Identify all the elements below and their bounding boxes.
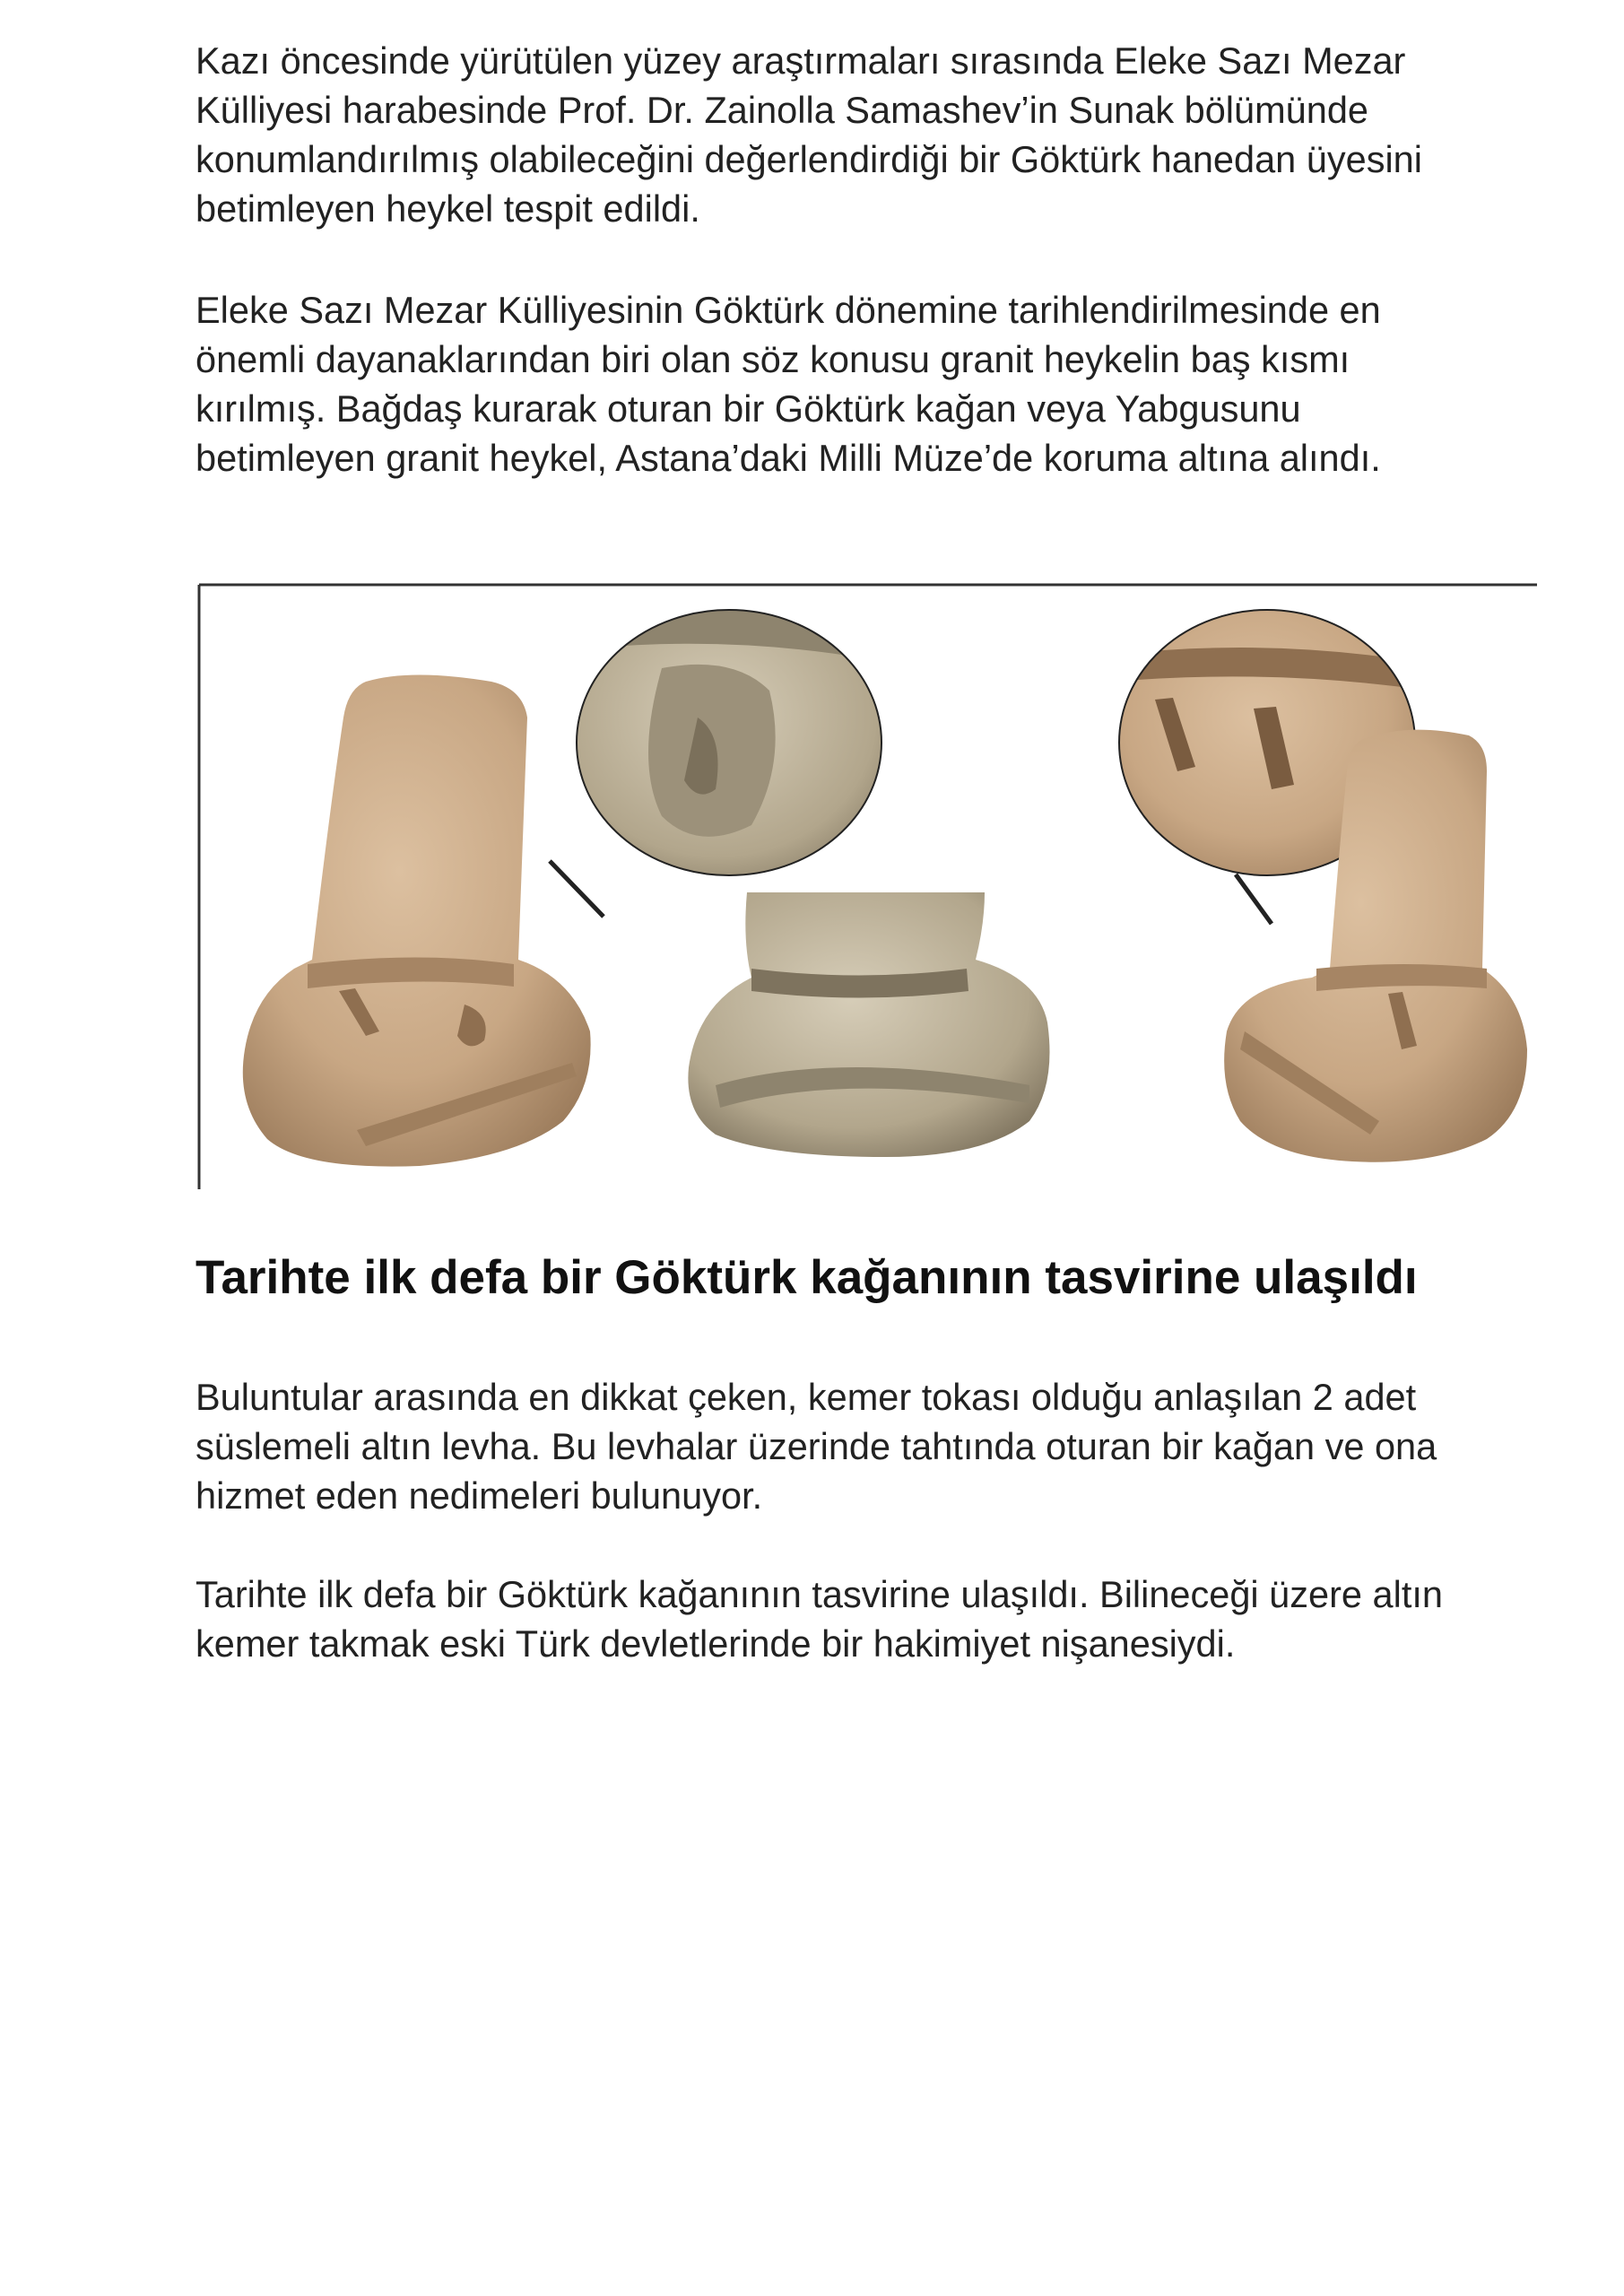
findings-paragraph: Buluntular arasında en dikkat çeken, kemer tokası olduğu anlaşılan 2 adet süslemeli altın levha. Bu levhalar üzerinde tahtında oturan bir kağan ve ona hizmet eden nedimeleri bulunuyor.: [195, 1376, 1437, 1517]
statue-paragraph: Eleke Sazı Mezar Külliyesinin Göktürk dönemine tarihlendirilmesinde en önemli dayanaklarından biri olan söz konusu granit heykelin baş kısmı kırılmış. Bağdaş kurarak oturan bir Göktürk kağan veya Yabgusunu betimleyen granit heykel, Astana’daki Milli Müze’de koruma altına alındı.: [195, 289, 1381, 479]
connector-line-left: [550, 861, 604, 917]
left-statue-image: [243, 675, 591, 1167]
belt-paragraph: Tarihte ilk defa bir Göktürk kağanının tasvirine ulaşıldı. Bilineceği üzere altın kemer takmak eski Türk devletlerinde bir hakimiyet nişanesiydi.: [195, 1573, 1443, 1665]
statue-photo-collage: [195, 583, 1541, 1193]
section-heading: Tarihte ilk defa bir Göktürk kağanının tasvirine ulaşıldı: [195, 1251, 1418, 1304]
left-detail-circle-image: [572, 601, 895, 888]
center-statue-image: [688, 892, 1049, 1157]
intro-paragraph: Kazı öncesinde yürütülen yüzey araştırmaları sırasında Eleke Sazı Mezar Külliyesi harabesinde Prof. Dr. Zainolla Samashev’in Sunak bölümünde konumlandırılmış olabileceğini değerlendirdiği bir Göktürk hanedan üyesini betimleyen heykel tespit edildi.: [195, 39, 1422, 230]
connector-line-right: [1236, 874, 1272, 924]
